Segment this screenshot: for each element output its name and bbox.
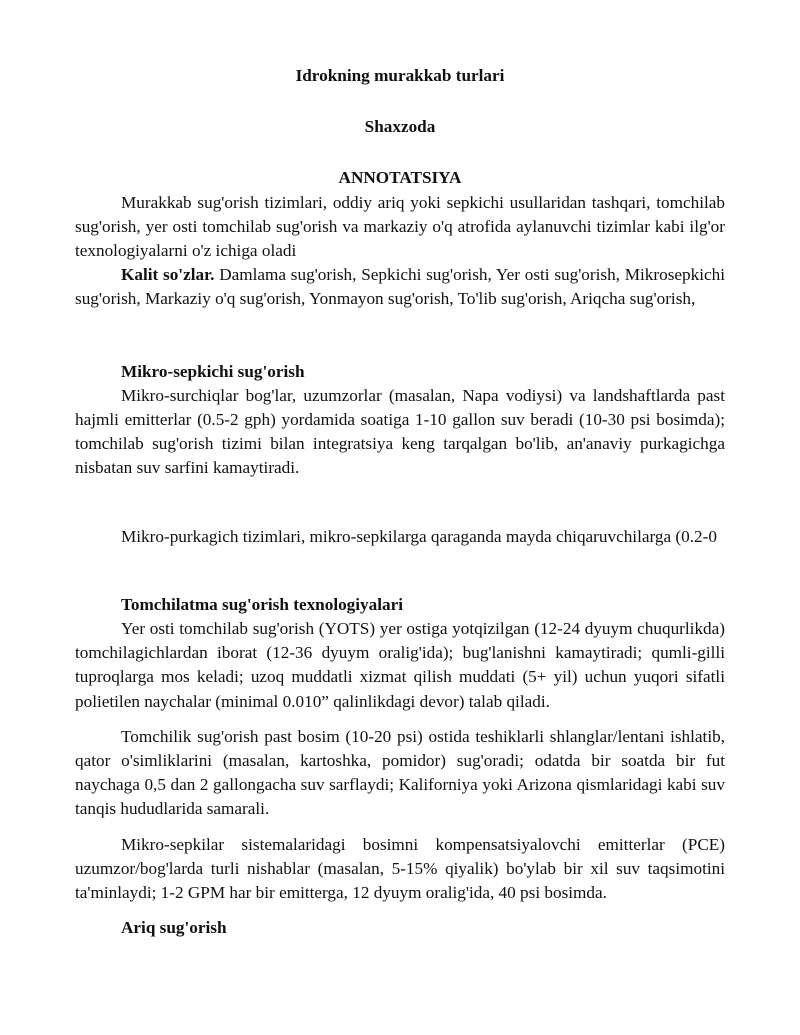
spacer [75, 481, 725, 525]
document-page [75, 64, 725, 940]
section-paragraph: Mikro-purkagich tizimlari, mikro-sepkilarga qaraganda mayda chiqaruvchilarga (0.2-0 [121, 526, 717, 546]
section-paragraph: Yer osti tomchilab sug'orish (YOTS) yer ostiga yotqizilgan (12-24 dyuym chuqurlikda) tomchilagichlardan iborat (12-36 dyuym oralig'ida); bug'lanishni kamaytiradi; qumli-gilli tuproqlarga mos keladi; uzoq muddatli xizmat qilish muddati (5+ yil) uchun yuqori sifatli polietilen naychalar (minimal 0.010” qalinlikdagi devor) talab qiladi. [75, 619, 725, 711]
section-paragraph: Mikro-surchiqlar bog'lar, uzumzorlar (masalan, Napa vodiysi) va landshaftlarda past hajmli emitterlar (0.5-2 gph) yordamida soatiga 1-10 gallon suv beradi (10-30 psi bosimda); tomchilab sug'orish tizimi bilan integratsiya keng tarqalgan bo'lib, an'anaviy purkagichga nisbatan suv sarfini kamaytiradi. [75, 385, 725, 478]
spacer [75, 312, 725, 360]
section-heading-ariq: Ariq sug'orish [121, 918, 227, 938]
section-paragraph: Tomchilik sug'orish past bosim (10-20 psi) ostida teshiklarli shlanglar/lentani ishlatib, qator o'simliklarini (masalan, kartoshka, pomidor) sug'oradi; odatda bir soatda bir fut naychaga 0,5 dan 2 gallongacha suv sarflaydi; Kaliforniya yoki Arizona qismlaridagi kabi suv tanqis hududlarida samarali. [75, 726, 725, 819]
abstract-paragraph: Murakkab sug'orish tizimlari, oddiy ariq yoki sepkichi usullaridan tashqari, tomchilab sug'orish, yer osti tomchilab sug'orish va markaziy o'q atrofida aylanuvchi tizimlar kabi ilg'or texnologiyalarni o'z ichiga oladi [75, 192, 725, 261]
section-heading-mikro-sepkichi: Mikro-sepkichi sug'orish [121, 361, 305, 381]
section-paragraph: Mikro-sepkilar sistemalaridagi bosimni kompensatsiyalovchi emitterlar (PCE) uzumzor/bog'larda turli nishablar (masalan, 5-15% qiyalik) bo'ylab bir xil suv taqsimotini ta'minlaydi; 1-2 GPM har bir emitterga, 12 dyuym oralig'ida, 40 psi bosimda. [75, 834, 725, 903]
author-name: Shaxzoda [364, 117, 436, 137]
spacer [75, 714, 725, 725]
document-title: Idrokning murakkab turlari [295, 66, 505, 85]
spacer [75, 822, 725, 833]
keywords-text: Damlama sug'orish, Sepkichi sug'orish, Yer osti sug'orish, Mikrosepkichi sug'orish, Markaziy o'q sug'orish, Yonmayon sug'orish, To'lib sug'orish, Ariqcha sug'orish, [75, 265, 725, 309]
keywords-paragraph [75, 263, 725, 311]
abstract-heading: ANNOTATSIYA [338, 168, 462, 188]
spacer [75, 905, 725, 916]
keywords-label: Kalit so'zlar. [121, 265, 215, 285]
section-heading-tomchilatma: Tomchilatma sug'orish texnologiyalari [121, 594, 404, 614]
spacer [75, 549, 725, 593]
